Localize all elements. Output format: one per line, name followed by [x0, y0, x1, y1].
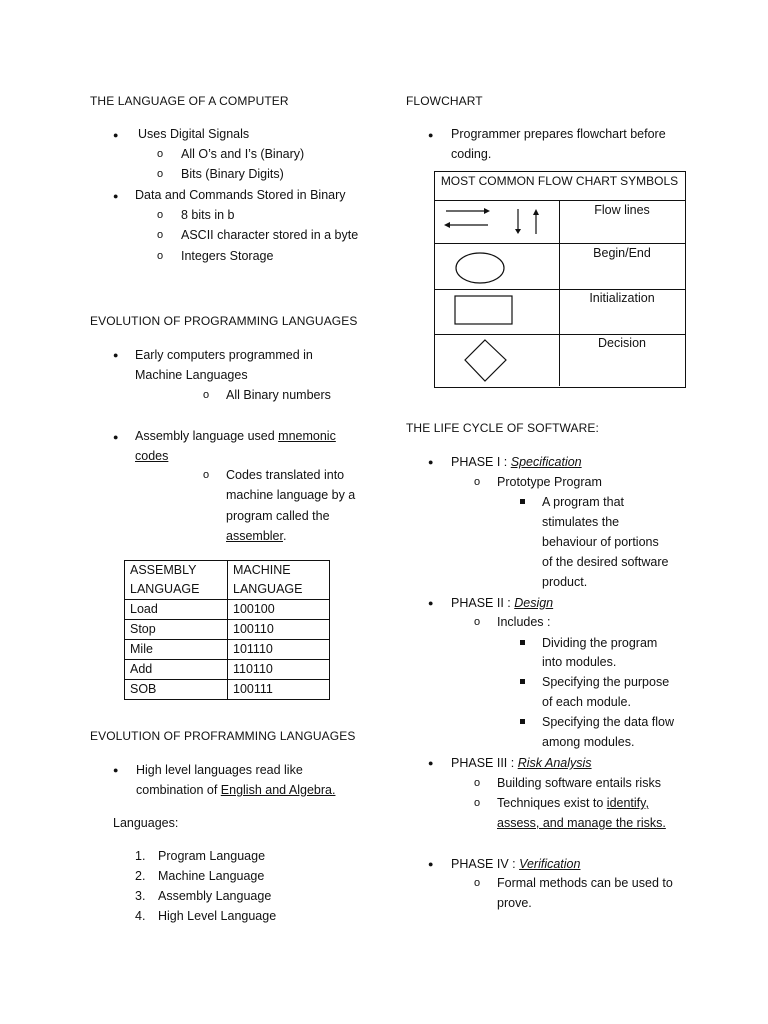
phase-name: Specification [510, 455, 582, 469]
numbered-list-number: 2. [135, 869, 146, 883]
list-item: High level languages read like [136, 763, 303, 777]
phase-label: PHASE III : [451, 756, 518, 770]
list-item: Bits (Binary Digits) [181, 167, 284, 181]
table-row [125, 660, 330, 680]
list-item-continued: among modules. [542, 735, 635, 749]
list-item: Formal methods can be used to [497, 876, 673, 890]
phase-label: PHASE IV : [451, 857, 520, 871]
list-item-continued: behaviour of portions [542, 535, 659, 549]
symbol-label: Decision [598, 336, 646, 350]
table-cell: Stop [125, 620, 228, 640]
numbered-list-number: 1. [135, 849, 146, 863]
underlined-term: mnemonic [278, 429, 336, 443]
list-item-continued [136, 780, 335, 800]
list-item: ASCII character stored in a byte [181, 228, 359, 242]
table-header-cell [228, 561, 330, 600]
circle-bullet-icon: o [474, 616, 481, 628]
table-cell: 110110 [228, 660, 330, 680]
table-row [125, 620, 330, 640]
bullet-icon: ● [113, 350, 119, 360]
circle-bullet-icon: o [157, 250, 164, 262]
bullet-icon: ● [113, 130, 119, 140]
header-line: ASSEMBLY [130, 563, 197, 577]
circle-bullet-icon: o [157, 168, 164, 180]
phase-name: Design [514, 596, 554, 610]
phase-name: Verification [519, 857, 581, 871]
oval-terminator-icon [454, 252, 508, 286]
list-item: Dividing the program [542, 636, 658, 650]
bullet-icon: ● [428, 598, 434, 608]
table-cell: 100110 [228, 620, 330, 640]
section-heading-flowchart: FLOWCHART [406, 94, 483, 108]
bullet-icon: ● [428, 457, 434, 467]
list-item: Integers Storage [181, 249, 274, 263]
bullet-icon: ● [428, 758, 434, 768]
numbered-list-item: Machine Language [158, 869, 265, 883]
table-title: MOST COMMON FLOW CHART SYMBOLS [440, 174, 679, 188]
list-item-continued: prove. [497, 896, 532, 910]
list-item: Codes translated into [226, 468, 345, 482]
phase-label: PHASE II : [451, 596, 515, 610]
circle-bullet-icon: o [474, 877, 481, 889]
header-line: LANGUAGE [233, 582, 303, 596]
text-run: Techniques exist to [497, 796, 607, 810]
bullet-icon: ● [428, 859, 434, 869]
symbol-label: Flow lines [594, 203, 650, 217]
bullet-icon: ● [428, 130, 434, 140]
square-bullet-icon [520, 640, 525, 645]
numbered-list-item: High Level Language [158, 909, 277, 923]
header-line: MACHINE [233, 563, 291, 577]
table-header-row [125, 561, 330, 600]
list-item: A program that [542, 495, 624, 509]
list-item: Uses Digital Signals [138, 127, 250, 141]
table-cell: 100100 [228, 600, 330, 620]
circle-bullet-icon: o [157, 209, 164, 221]
list-item: Specifying the purpose [542, 675, 670, 689]
section-heading-evolution: EVOLUTION OF PROGRAMMING LANGUAGES [90, 314, 358, 328]
underlined-term: assembler [226, 529, 283, 543]
table-cell: 101110 [228, 640, 330, 660]
list-item-continued: stimulates the [542, 515, 620, 529]
list-item-continued: coding. [451, 147, 492, 161]
table-row [125, 640, 330, 660]
diamond-decision-icon [463, 338, 509, 384]
list-item-continued: into modules. [542, 655, 617, 669]
numbered-list-item: Assembly Language [158, 889, 272, 903]
numbered-list-item: Program Language [158, 849, 266, 863]
circle-bullet-icon: o [474, 797, 481, 809]
list-item-continued: machine language by a [226, 488, 356, 502]
list-item: All O’s and I’s (Binary) [181, 147, 305, 161]
languages-label: Languages: [113, 816, 179, 830]
text-run: Assembly language used [135, 429, 279, 443]
flow-lines-icon [440, 203, 550, 239]
list-item-continued: Machine Languages [135, 368, 248, 382]
underlined-term: assess, and manage the risks. [497, 816, 666, 830]
phase-heading [451, 854, 580, 874]
rectangle-process-icon [454, 295, 516, 325]
circle-bullet-icon: o [157, 148, 164, 160]
text-run: . [282, 529, 287, 543]
table-cell: Load [125, 600, 228, 620]
circle-bullet-icon: o [474, 476, 481, 488]
table-cell: Add [125, 660, 228, 680]
section-heading-language: THE LANGUAGE OF A COMPUTER [90, 94, 289, 108]
phase-label: PHASE I : [451, 455, 511, 469]
list-item: Data and Commands Stored in Binary [135, 188, 346, 202]
symbol-label: Initialization [589, 291, 655, 305]
table-cell: SOB [125, 680, 228, 700]
section-heading-evolution-2: EVOLUTION OF PROFRAMMING LANGUAGES [90, 729, 356, 743]
phase-heading [451, 753, 592, 773]
list-item-continued [226, 526, 286, 546]
assembly-machine-table [124, 560, 330, 700]
list-item-continued: of the desired software [542, 555, 669, 569]
square-bullet-icon [520, 719, 525, 724]
bullet-icon: ● [113, 765, 119, 775]
list-item: Building software entails risks [497, 776, 661, 790]
list-item: Specifying the data flow [542, 715, 675, 729]
list-item: 8 bits in b [181, 208, 235, 222]
text-run: combination of [136, 783, 221, 797]
symbol-label: Begin/End [593, 246, 651, 260]
phase-heading [451, 452, 582, 472]
list-item: Early computers programmed in [135, 348, 313, 362]
circle-bullet-icon: o [474, 777, 481, 789]
list-item-continued: of each module. [542, 695, 631, 709]
circle-bullet-icon: o [157, 229, 164, 241]
list-item [497, 793, 649, 813]
list-item: Programmer prepares flowchart before [451, 127, 666, 141]
phase-heading [451, 593, 553, 613]
list-item [135, 426, 336, 446]
square-bullet-icon [520, 499, 525, 504]
table-row [125, 600, 330, 620]
list-item: All Binary numbers [226, 388, 331, 402]
phase-name: Risk Analysis [517, 756, 592, 770]
circle-bullet-icon: o [203, 389, 210, 401]
section-heading-life-cycle: THE LIFE CYCLE OF SOFTWARE: [406, 421, 599, 435]
square-bullet-icon [520, 679, 525, 684]
underlined-term: identify, [606, 796, 649, 810]
list-item: Includes : [497, 615, 551, 629]
list-item-continued: product. [542, 575, 588, 589]
table-header-cell [125, 561, 228, 600]
list-item-continued: program called the [226, 509, 330, 523]
circle-bullet-icon: o [203, 469, 210, 481]
underlined-term: English and Algebra. [220, 783, 336, 797]
numbered-list-number: 3. [135, 889, 146, 903]
underlined-term: codes [135, 449, 169, 463]
list-item: Prototype Program [497, 475, 602, 489]
bullet-icon: ● [113, 432, 119, 442]
bullet-icon: ● [113, 191, 119, 201]
table-row [125, 680, 330, 700]
table-cell: Mile [125, 640, 228, 660]
header-line: LANGUAGE [130, 582, 200, 596]
table-cell: 100111 [228, 680, 330, 700]
numbered-list-number: 4. [135, 909, 146, 923]
